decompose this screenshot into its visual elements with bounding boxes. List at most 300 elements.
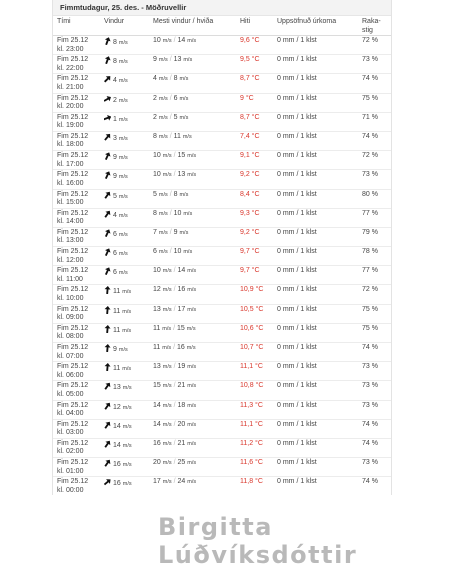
time-cell <box>53 400 100 419</box>
gust-cell: 10 m/s / 15 m/s <box>149 151 236 170</box>
time-day: Fim 25.12 <box>57 171 89 179</box>
wind-direction-arrow-icon <box>104 191 111 199</box>
gust-cell: 8 m/s / 11 m/s <box>149 131 236 150</box>
precip-cell: 0 mm / 1 klst <box>273 400 358 419</box>
humidity-cell: 73 % <box>358 381 391 400</box>
time-hour: kl. 18:00 <box>57 141 84 149</box>
wind-speed: 11 <box>113 365 121 373</box>
wind-cell <box>100 247 149 266</box>
time-hour: kl. 06:00 <box>57 371 84 379</box>
time-day: Fim 25.12 <box>57 113 89 121</box>
gust-mean: 11 <box>153 344 161 351</box>
gust-mean-unit: m/s <box>162 153 172 160</box>
gust-cell: 6 m/s / 10 m/s <box>149 247 236 266</box>
time-hour: kl. 08:00 <box>57 333 84 341</box>
temp-cell: 9,7 °C <box>236 247 273 266</box>
wind-unit: m/s <box>118 231 128 238</box>
wind-unit: m/s <box>122 423 132 430</box>
gust-mean: 13 <box>153 305 161 313</box>
gust-mean: 17 <box>153 478 161 486</box>
header-humidity-line1: Raka- <box>362 18 381 25</box>
table-row <box>53 381 391 400</box>
wind-speed: 6 <box>113 230 117 238</box>
temp-cell: 10,9 °C <box>236 285 273 304</box>
temp-cell: 11,8 °C <box>236 477 273 495</box>
forecast-title: Fimmtudagur, 25. des. - Möðruvellir <box>53 0 391 16</box>
time-hour: kl. 13:00 <box>57 237 84 245</box>
gust-cell: 15 m/s / 21 m/s <box>149 381 236 400</box>
gust-mean-unit: m/s <box>158 57 168 64</box>
gust-mean-unit: m/s <box>162 345 172 351</box>
wind-unit: m/s <box>122 289 132 296</box>
gust-max-unit: m/s <box>182 133 192 140</box>
precip-cell: 0 mm / 1 klst <box>273 112 358 131</box>
wind-direction-arrow-icon <box>104 402 111 410</box>
time-cell <box>53 247 100 266</box>
gust-cell: 10 m/s / 13 m/s <box>149 170 236 189</box>
header-humidity <box>358 16 391 36</box>
wind-speed: 11 <box>113 326 121 334</box>
wind-cell <box>100 285 149 304</box>
precip-cell: 0 mm / 1 klst <box>273 477 358 495</box>
time-cell <box>53 189 100 208</box>
gust-cell: 13 m/s / 17 m/s <box>149 304 236 323</box>
wind-unit: m/s <box>122 308 132 315</box>
time-hour: kl. 07:00 <box>57 352 84 360</box>
gust-mean-unit: m/s <box>158 191 168 198</box>
gust-mean: 16 <box>153 439 161 447</box>
gust-mean-unit: m/s <box>158 95 168 102</box>
wind-speed: 9 <box>113 346 117 353</box>
time-cell <box>53 438 100 457</box>
time-day: Fim 25.12 <box>57 420 89 428</box>
gust-mean-unit: m/s <box>158 229 168 236</box>
humidity-cell: 72 % <box>358 36 391 55</box>
gust-mean-unit: m/s <box>162 325 172 332</box>
gust-max-unit: m/s <box>187 172 197 179</box>
wind-unit: m/s <box>122 481 132 488</box>
gust-max-unit: m/s <box>183 249 193 256</box>
wind-direction-arrow-icon <box>104 114 111 122</box>
gust-max: 10 <box>173 248 182 256</box>
header-gust: Mesti vindur / hviða <box>149 16 236 36</box>
temp-cell: 11,3 °C <box>236 400 273 419</box>
table-row <box>53 227 391 246</box>
gust-cell: 11 m/s / 15 m/s <box>149 323 236 342</box>
wind-speed: 1 <box>113 115 117 123</box>
gust-max-unit: m/s <box>187 153 197 160</box>
temp-cell: 9,2 °C <box>236 170 273 189</box>
time-day: Fim 25.12 <box>57 132 89 140</box>
time-hour: kl. 00:00 <box>57 486 84 494</box>
gust-max: 10 <box>173 209 182 217</box>
time-day: Fim 25.12 <box>57 401 89 409</box>
gust-mean: 9 <box>153 56 157 64</box>
wind-unit: m/s <box>118 116 128 123</box>
time-cell <box>53 74 100 93</box>
time-day: Fim 25.12 <box>57 267 89 275</box>
gust-mean-unit: m/s <box>162 306 172 313</box>
wind-speed: 14 <box>113 422 121 430</box>
wind-speed: 16 <box>113 461 121 469</box>
table-row <box>53 74 391 93</box>
time-hour: kl. 14:00 <box>57 218 84 226</box>
wind-cell <box>100 36 149 55</box>
time-cell <box>53 208 100 227</box>
wind-cell <box>100 74 149 93</box>
humidity-cell: 73 % <box>358 170 391 189</box>
gust-max-unit: m/s <box>186 325 196 332</box>
header-humidity-line2: stig <box>362 27 373 34</box>
precip-cell: 0 mm / 1 klst <box>273 438 358 457</box>
time-cell <box>53 362 100 381</box>
temp-cell: 11,6 °C <box>236 458 273 477</box>
gust-mean: 6 <box>153 248 157 256</box>
gust-mean: 2 <box>153 113 157 121</box>
time-hour: kl. 15:00 <box>57 199 84 206</box>
precip-cell: 0 mm / 1 klst <box>273 227 358 246</box>
gust-cell: 11 m/s / 16 m/s <box>149 343 236 362</box>
table-row <box>53 400 391 419</box>
gust-mean: 10 <box>153 152 161 160</box>
temp-cell: 8,7 °C <box>236 74 273 93</box>
gust-mean: 8 <box>153 132 157 140</box>
gust-mean-unit: m/s <box>158 210 168 217</box>
watermark-signature: Birgitta Lúðvíksdóttir <box>158 513 358 569</box>
gust-mean: 2 <box>153 94 157 102</box>
wind-cell <box>100 189 149 208</box>
wind-cell <box>100 170 149 189</box>
temp-cell: 11,1 °C <box>236 362 273 381</box>
humidity-cell: 73 % <box>358 400 391 419</box>
gust-max: 11 <box>173 132 181 140</box>
gust-mean: 8 <box>153 209 157 217</box>
gust-cell: 13 m/s / 19 m/s <box>149 362 236 381</box>
time-cell <box>53 285 100 304</box>
wind-direction-arrow-icon <box>104 267 111 275</box>
gust-cell: 9 m/s / 13 m/s <box>149 55 236 74</box>
table-row <box>53 208 391 227</box>
time-hour: kl. 22:00 <box>57 64 84 72</box>
gust-max-unit: m/s <box>179 191 189 198</box>
gust-max: 15 <box>176 324 185 332</box>
wind-cell <box>100 419 149 438</box>
wind-speed: 11 <box>113 307 121 315</box>
precip-cell: 0 mm / 1 klst <box>273 343 358 362</box>
temp-cell: 9,6 °C <box>236 36 273 55</box>
humidity-cell: 74 % <box>358 477 391 495</box>
gust-cell: 10 m/s / 14 m/s <box>149 36 236 55</box>
temp-cell: 7,4 °C <box>236 131 273 150</box>
gust-max-unit: m/s <box>183 57 193 64</box>
time-day: Fim 25.12 <box>57 152 89 160</box>
wind-cell <box>100 227 149 246</box>
gust-cell: 4 m/s / 8 m/s <box>149 74 236 93</box>
gust-mean-unit: m/s <box>162 421 172 428</box>
gust-max-unit: m/s <box>187 460 197 467</box>
gust-mean-unit: m/s <box>162 440 172 447</box>
gust-mean-unit: m/s <box>162 268 172 275</box>
temp-cell: 9,1 °C <box>236 151 273 170</box>
temp-cell: 8,7 °C <box>236 112 273 131</box>
gust-mean-unit: m/s <box>162 479 172 486</box>
time-hour: kl. 17:00 <box>57 160 84 168</box>
temp-cell: 10,8 °C <box>236 381 273 400</box>
time-hour: kl. 10:00 <box>57 294 84 302</box>
wind-speed: 9 <box>113 154 117 162</box>
gust-mean: 14 <box>153 420 161 428</box>
time-day: Fim 25.12 <box>57 459 89 467</box>
gust-cell: 2 m/s / 5 m/s <box>149 112 236 131</box>
humidity-cell: 74 % <box>358 74 391 93</box>
precip-cell: 0 mm / 1 klst <box>273 419 358 438</box>
temp-cell: 10,5 °C <box>236 304 273 323</box>
time-day: Fim 25.12 <box>57 305 89 313</box>
time-day: Fim 25.12 <box>57 439 89 447</box>
wind-cell <box>100 438 149 457</box>
gust-max-unit: m/s <box>187 306 197 313</box>
gust-max-unit: m/s <box>179 114 189 121</box>
gust-max: 14 <box>177 37 186 44</box>
gust-mean-unit: m/s <box>162 364 172 371</box>
wind-cell <box>100 304 149 323</box>
precip-cell: 0 mm / 1 klst <box>273 381 358 400</box>
precip-cell: 0 mm / 1 klst <box>273 323 358 342</box>
wind-direction-arrow-icon <box>104 440 111 448</box>
gust-max-unit: m/s <box>179 229 189 236</box>
header-time: Tími <box>53 16 100 36</box>
time-day: Fim 25.12 <box>57 363 89 371</box>
table-row <box>53 362 391 381</box>
wind-cell <box>100 208 149 227</box>
wind-speed: 16 <box>113 480 121 488</box>
humidity-cell: 73 % <box>358 55 391 74</box>
time-day: Fim 25.12 <box>57 75 89 83</box>
gust-max: 24 <box>177 478 186 486</box>
wind-direction-arrow-icon <box>104 229 111 237</box>
temp-cell: 9,7 °C <box>236 266 273 285</box>
precip-cell: 0 mm / 1 klst <box>273 266 358 285</box>
wind-speed: 3 <box>113 134 117 142</box>
wind-cell <box>100 266 149 285</box>
gust-max: 8 <box>173 75 178 83</box>
temp-cell: 9,3 °C <box>236 208 273 227</box>
time-hour: kl. 16:00 <box>57 179 84 187</box>
wind-speed: 4 <box>113 211 117 219</box>
gust-max: 21 <box>177 439 186 447</box>
precip-cell: 0 mm / 1 klst <box>273 304 358 323</box>
humidity-cell: 75 % <box>358 323 391 342</box>
gust-mean-unit: m/s <box>158 114 168 121</box>
gust-mean-unit: m/s <box>158 76 168 83</box>
time-hour: kl. 12:00 <box>57 256 84 264</box>
temp-cell: 8,4 °C <box>236 189 273 208</box>
humidity-cell: 74 % <box>358 131 391 150</box>
time-hour: kl. 01:00 <box>57 467 84 475</box>
gust-max: 8 <box>173 190 178 198</box>
wind-speed: 2 <box>113 96 117 104</box>
wind-cell <box>100 362 149 381</box>
wind-unit: m/s <box>118 193 128 200</box>
wind-cell <box>100 477 149 495</box>
wind-unit: m/s <box>118 40 128 46</box>
gust-max: 13 <box>177 171 186 179</box>
table-row <box>53 93 391 112</box>
wind-unit: m/s <box>122 462 132 469</box>
humidity-cell: 73 % <box>358 458 391 477</box>
table-row <box>53 343 391 362</box>
temp-cell: 10,7 °C <box>236 343 273 362</box>
precip-cell: 0 mm / 1 klst <box>273 362 358 381</box>
humidity-cell: 78 % <box>358 247 391 266</box>
gust-max: 16 <box>176 344 185 351</box>
table-row <box>53 189 391 208</box>
time-hour: kl. 23:00 <box>57 45 84 53</box>
wind-cell <box>100 151 149 170</box>
table-row <box>53 477 391 495</box>
gust-max-unit: m/s <box>187 38 197 44</box>
wind-unit: m/s <box>122 385 132 392</box>
gust-mean: 11 <box>153 324 161 332</box>
wind-unit: m/s <box>122 327 132 334</box>
gust-cell: 2 m/s / 6 m/s <box>149 93 236 112</box>
gust-mean-unit: m/s <box>162 402 172 409</box>
table-row <box>53 170 391 189</box>
precip-cell: 0 mm / 1 klst <box>273 151 358 170</box>
gust-max-unit: m/s <box>187 421 197 428</box>
forecast-panel <box>52 0 392 495</box>
wind-direction-arrow-icon <box>104 95 111 103</box>
wind-direction-arrow-icon <box>104 325 111 333</box>
table-row <box>53 285 391 304</box>
table-row <box>53 36 391 55</box>
gust-max-unit: m/s <box>187 287 197 294</box>
header-wind: Vindur <box>100 16 149 36</box>
gust-mean: 4 <box>153 75 157 83</box>
time-hour: kl. 03:00 <box>57 429 84 437</box>
time-cell <box>53 112 100 131</box>
time-day: Fim 25.12 <box>57 344 89 351</box>
wind-direction-arrow-icon <box>104 37 111 45</box>
table-row <box>53 438 391 457</box>
time-cell <box>53 227 100 246</box>
gust-cell: 14 m/s / 20 m/s <box>149 419 236 438</box>
gust-max-unit: m/s <box>187 479 197 486</box>
wind-speed: 13 <box>113 384 121 392</box>
gust-cell: 17 m/s / 24 m/s <box>149 477 236 495</box>
table-row <box>53 323 391 342</box>
wind-speed: 5 <box>113 192 117 200</box>
humidity-cell: 80 % <box>358 189 391 208</box>
temp-cell: 10,6 °C <box>236 323 273 342</box>
gust-cell: 8 m/s / 10 m/s <box>149 208 236 227</box>
humidity-cell: 79 % <box>358 227 391 246</box>
wind-direction-arrow-icon <box>104 478 111 486</box>
gust-max: 14 <box>177 267 186 275</box>
gust-mean-unit: m/s <box>162 172 172 179</box>
wind-unit: m/s <box>118 97 128 104</box>
precip-cell: 0 mm / 1 klst <box>273 36 358 55</box>
time-cell <box>53 419 100 438</box>
gust-max: 18 <box>177 401 186 409</box>
gust-max: 21 <box>177 382 186 390</box>
time-day: Fim 25.12 <box>57 286 89 294</box>
wind-unit: m/s <box>118 135 128 142</box>
time-cell <box>53 381 100 400</box>
gust-cell: 12 m/s / 16 m/s <box>149 285 236 304</box>
gust-mean: 20 <box>153 459 161 467</box>
time-hour: kl. 20:00 <box>57 103 84 111</box>
temp-cell: 9,5 °C <box>236 55 273 74</box>
wind-direction-arrow-icon <box>104 306 111 314</box>
gust-max: 6 <box>173 94 178 102</box>
precip-cell: 0 mm / 1 klst <box>273 247 358 266</box>
precip-cell: 0 mm / 1 klst <box>273 189 358 208</box>
time-cell <box>53 131 100 150</box>
temp-cell: 11,1 °C <box>236 419 273 438</box>
gust-max: 5 <box>173 113 178 121</box>
gust-mean: 14 <box>153 401 161 409</box>
wind-direction-arrow-icon <box>104 344 111 352</box>
wind-unit: m/s <box>118 251 128 258</box>
time-hour: kl. 04:00 <box>57 410 84 418</box>
forecast-table <box>53 16 391 495</box>
time-hour: kl. 11:00 <box>57 275 83 283</box>
wind-unit: m/s <box>118 155 128 162</box>
wind-cell <box>100 400 149 419</box>
gust-max-unit: m/s <box>187 268 197 275</box>
time-day: Fim 25.12 <box>57 94 89 102</box>
wind-cell <box>100 323 149 342</box>
header-temp: Hiti <box>236 16 273 36</box>
wind-unit: m/s <box>118 212 128 219</box>
table-row <box>53 247 391 266</box>
time-cell <box>53 93 100 112</box>
humidity-cell: 74 % <box>358 438 391 457</box>
time-cell <box>53 477 100 495</box>
table-row <box>53 131 391 150</box>
wind-speed: 8 <box>113 58 117 66</box>
precip-cell: 0 mm / 1 klst <box>273 208 358 227</box>
gust-mean-unit: m/s <box>162 38 172 44</box>
table-row <box>53 266 391 285</box>
humidity-cell: 75 % <box>358 304 391 323</box>
time-day: Fim 25.12 <box>57 209 89 217</box>
humidity-cell: 71 % <box>358 112 391 131</box>
wind-cell <box>100 131 149 150</box>
wind-direction-arrow-icon <box>104 133 111 141</box>
wind-speed: 6 <box>113 269 117 277</box>
precip-cell: 0 mm / 1 klst <box>273 170 358 189</box>
time-day: Fim 25.12 <box>57 382 89 390</box>
wind-cell <box>100 458 149 477</box>
wind-cell <box>100 381 149 400</box>
wind-speed: 12 <box>113 403 121 411</box>
time-cell <box>53 170 100 189</box>
time-day: Fim 25.12 <box>57 324 89 332</box>
time-day: Fim 25.12 <box>57 56 89 64</box>
gust-max: 19 <box>177 363 186 371</box>
humidity-cell: 72 % <box>358 285 391 304</box>
table-row <box>53 151 391 170</box>
gust-max: 9 <box>173 228 178 236</box>
time-day: Fim 25.12 <box>57 228 89 236</box>
humidity-cell: 73 % <box>358 362 391 381</box>
humidity-cell: 74 % <box>358 419 391 438</box>
wind-speed: 4 <box>113 77 117 85</box>
wind-direction-arrow-icon <box>104 286 111 294</box>
time-day: Fim 25.12 <box>57 190 89 198</box>
